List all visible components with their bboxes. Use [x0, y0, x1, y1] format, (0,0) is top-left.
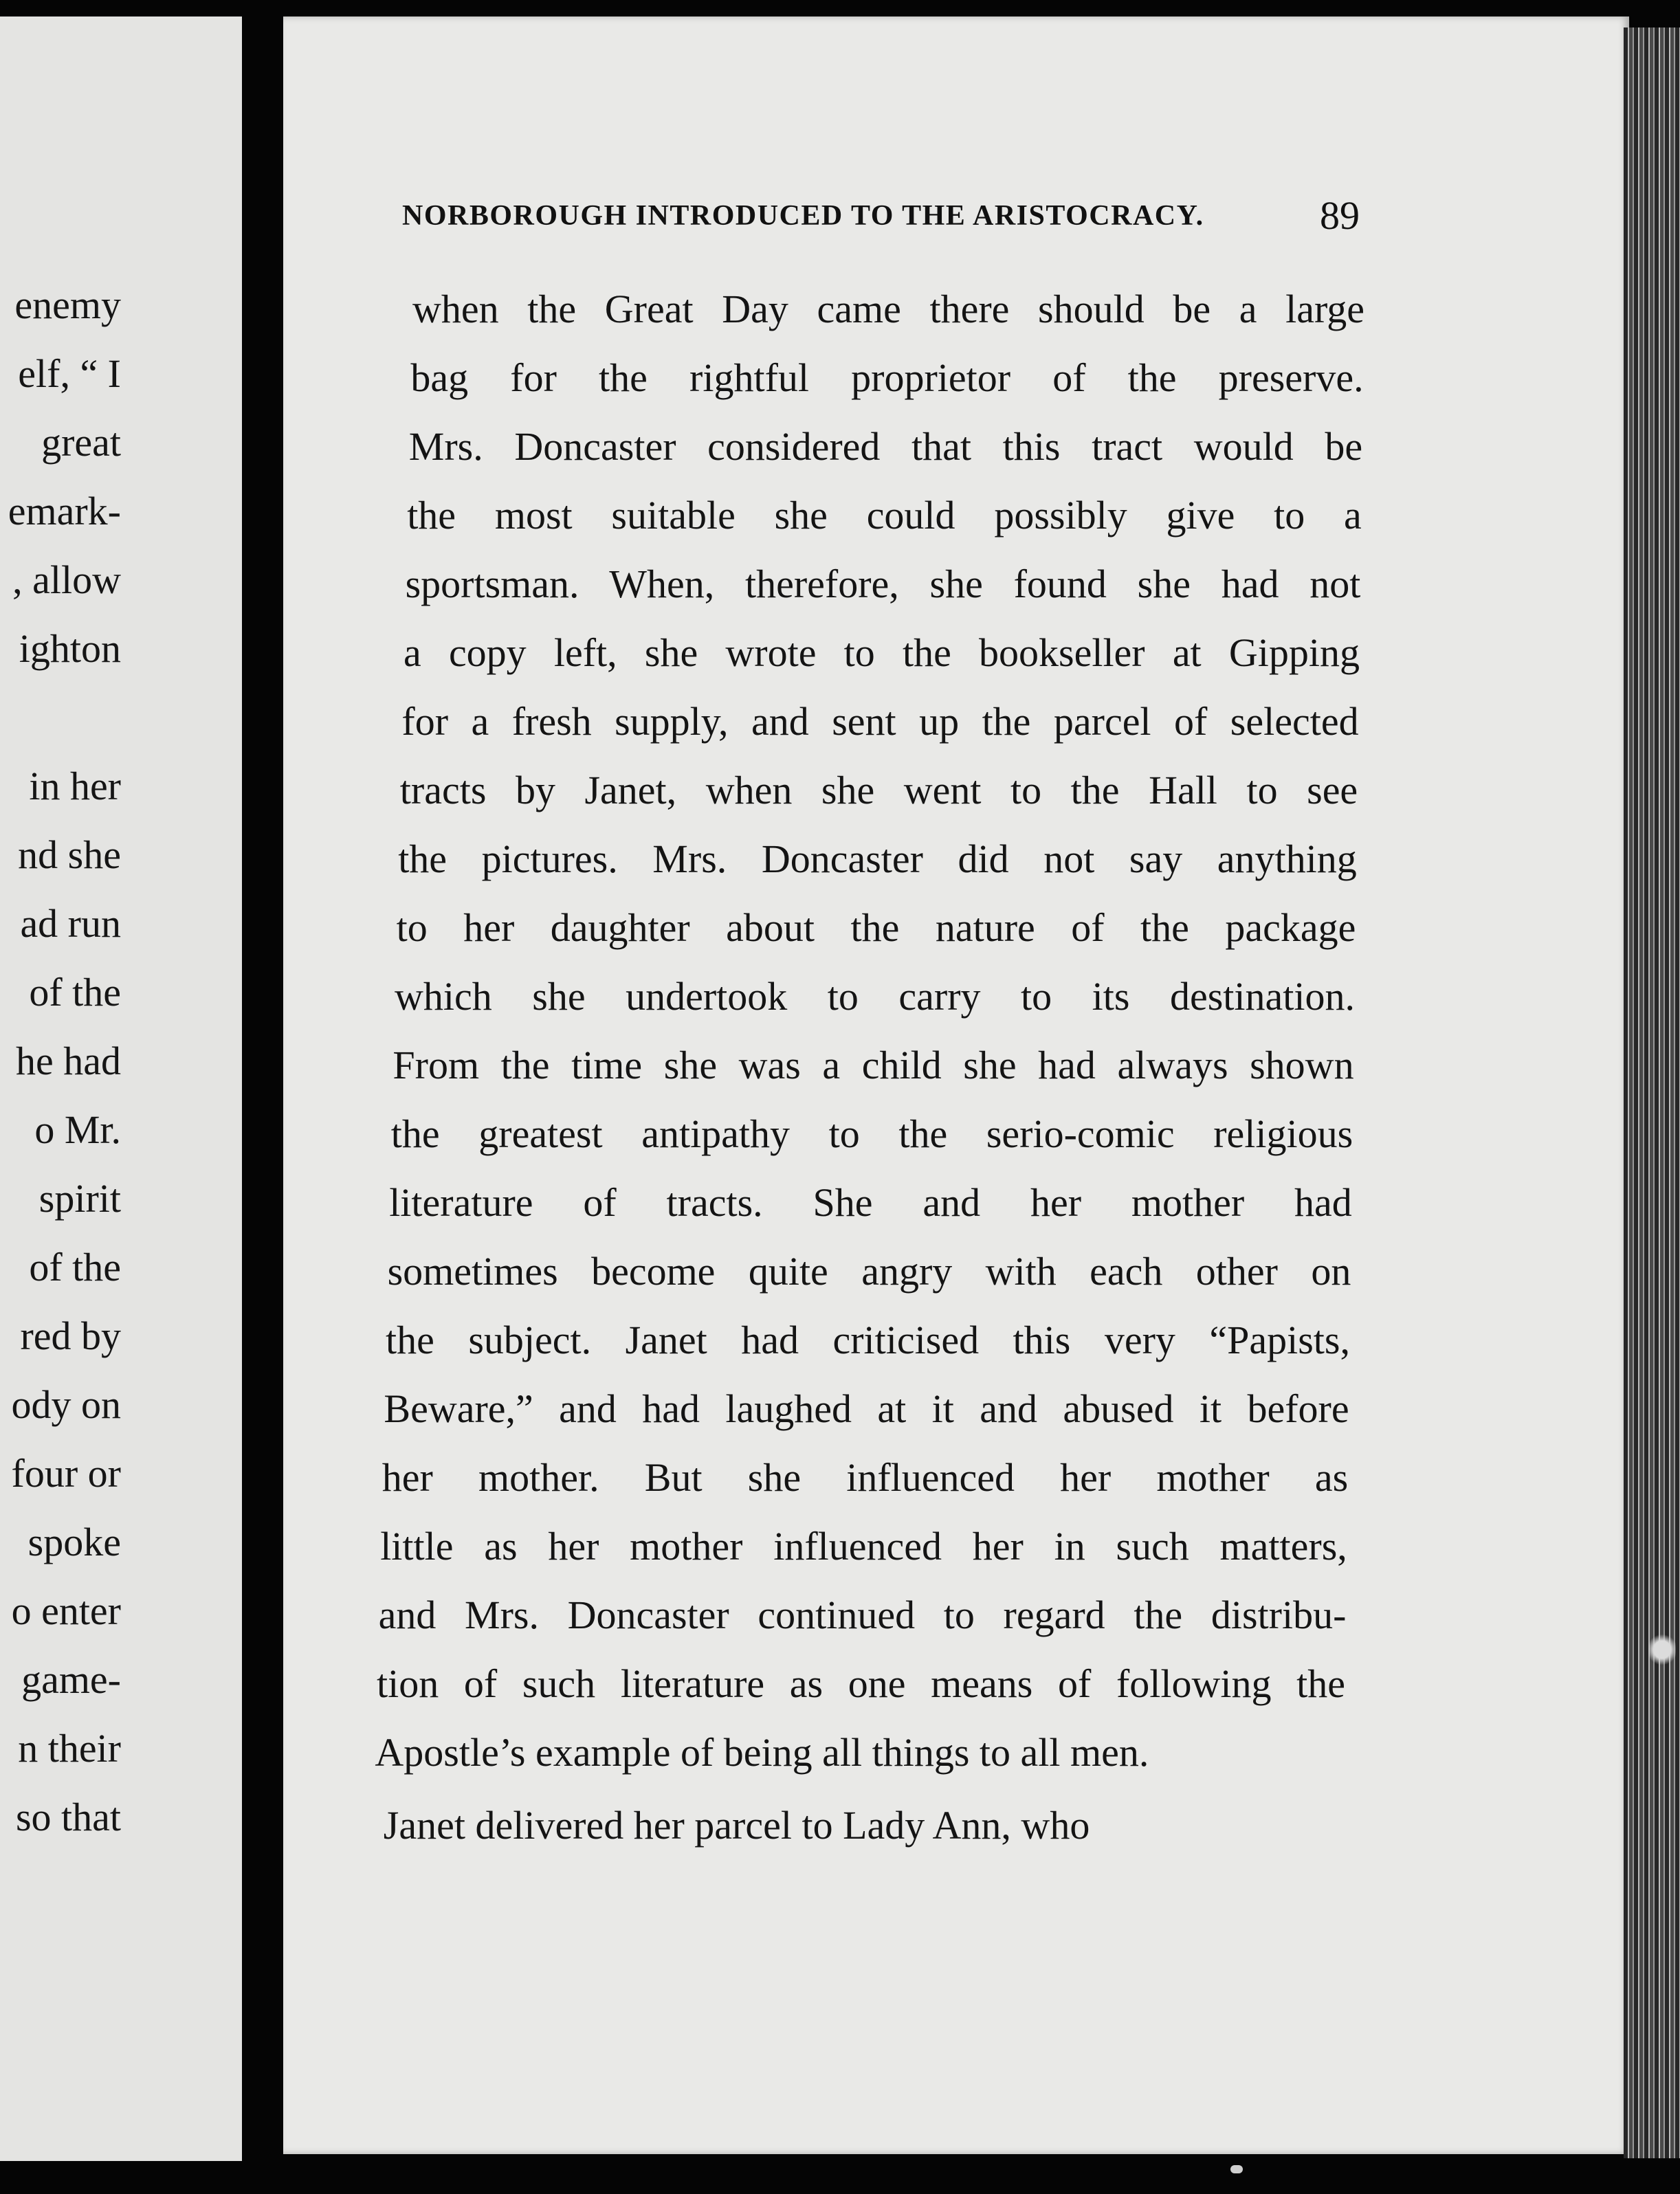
- body-line: the most suitable she could possibly give to a: [407, 493, 1362, 538]
- previous-page-line: ighton: [19, 626, 121, 671]
- previous-page-line: he had: [16, 1039, 121, 1083]
- previous-page-line: ody on: [11, 1382, 121, 1427]
- body-line: little as her mother influenced her in such matters,: [380, 1524, 1347, 1569]
- previous-page-line: o enter: [11, 1588, 121, 1633]
- page-number: 89: [1320, 193, 1360, 238]
- previous-page-line: so that: [15, 1795, 121, 1839]
- body-line: bag for the rightful proprietor of the preserve.: [410, 355, 1364, 400]
- previous-page-line: elf, “ I: [18, 351, 121, 396]
- bottom-mark: [1230, 2165, 1243, 2173]
- previous-page-line: of the: [29, 970, 121, 1015]
- previous-page-line: game-: [21, 1657, 121, 1702]
- previous-page-line: great: [41, 420, 121, 465]
- body-line: the pictures. Mrs. Doncaster did not say anything: [398, 836, 1357, 881]
- body-line: to her daughter about the nature of the package: [396, 905, 1356, 950]
- edge-speck: [1648, 1632, 1676, 1667]
- book-gutter: [242, 0, 285, 2194]
- running-head: NORBOROUGH INTRODUCED TO THE ARISTOCRACY.: [402, 200, 1204, 232]
- previous-page-line: of the: [29, 1245, 121, 1289]
- body-line: the greatest antipathy to the serio-comic religious: [390, 1111, 1353, 1156]
- body-line: for a fresh supply, and sent up the parcel of selected: [401, 699, 1359, 744]
- previous-page-line: four or: [11, 1451, 121, 1496]
- body-line: literature of tracts. She and her mother had: [389, 1180, 1352, 1225]
- previous-page-line: red by: [20, 1314, 121, 1358]
- body-line: tion of such literature as one means of following the: [377, 1661, 1345, 1706]
- previous-page-line: o Mr.: [34, 1107, 121, 1152]
- body-line: sportsman. When, therefore, she found she had not: [405, 562, 1361, 606]
- body-line: Janet delivered her parcel to Lady Ann, who: [383, 1803, 1090, 1848]
- body-line: a copy left, she wrote to the bookseller at Gipping: [404, 630, 1360, 675]
- previous-page-fragment: [0, 16, 246, 2161]
- previous-page-line: ad run: [20, 901, 121, 946]
- previous-page-line: n their: [18, 1726, 121, 1771]
- previous-page-line: emark-: [8, 489, 121, 533]
- body-line: sometimes become quite angry with each other on: [387, 1249, 1351, 1294]
- body-line: her mother. But she influenced her mother as: [382, 1455, 1349, 1500]
- page-edge-stack: [1624, 27, 1680, 2158]
- previous-page-line: spirit: [38, 1176, 121, 1221]
- body-line: and Mrs. Doncaster continued to regard the distribu-: [378, 1593, 1347, 1637]
- body-line: the subject. Janet had criticised this very “Papists,: [386, 1318, 1350, 1362]
- body-line: when the Great Day came there should be a large: [412, 287, 1364, 331]
- previous-page-line: spoke: [27, 1520, 121, 1564]
- body-line: Beware,” and had laughed at it and abused it before: [384, 1386, 1349, 1431]
- previous-page-line: in her: [29, 764, 121, 808]
- body-line: tracts by Janet, when she went to the Hall to see: [399, 768, 1358, 812]
- previous-page-line: enemy: [14, 282, 121, 327]
- previous-page-line: , allow: [12, 557, 121, 602]
- body-line: Apostle’s example of being all things to all men.: [375, 1730, 1149, 1775]
- previous-page-line: nd she: [18, 832, 121, 877]
- body-line: From the time she was a child she had always shown: [393, 1043, 1354, 1087]
- body-line: which she undertook to carry to its destination.: [395, 974, 1355, 1019]
- body-line: Mrs. Doncaster considered that this tract would be: [408, 424, 1363, 469]
